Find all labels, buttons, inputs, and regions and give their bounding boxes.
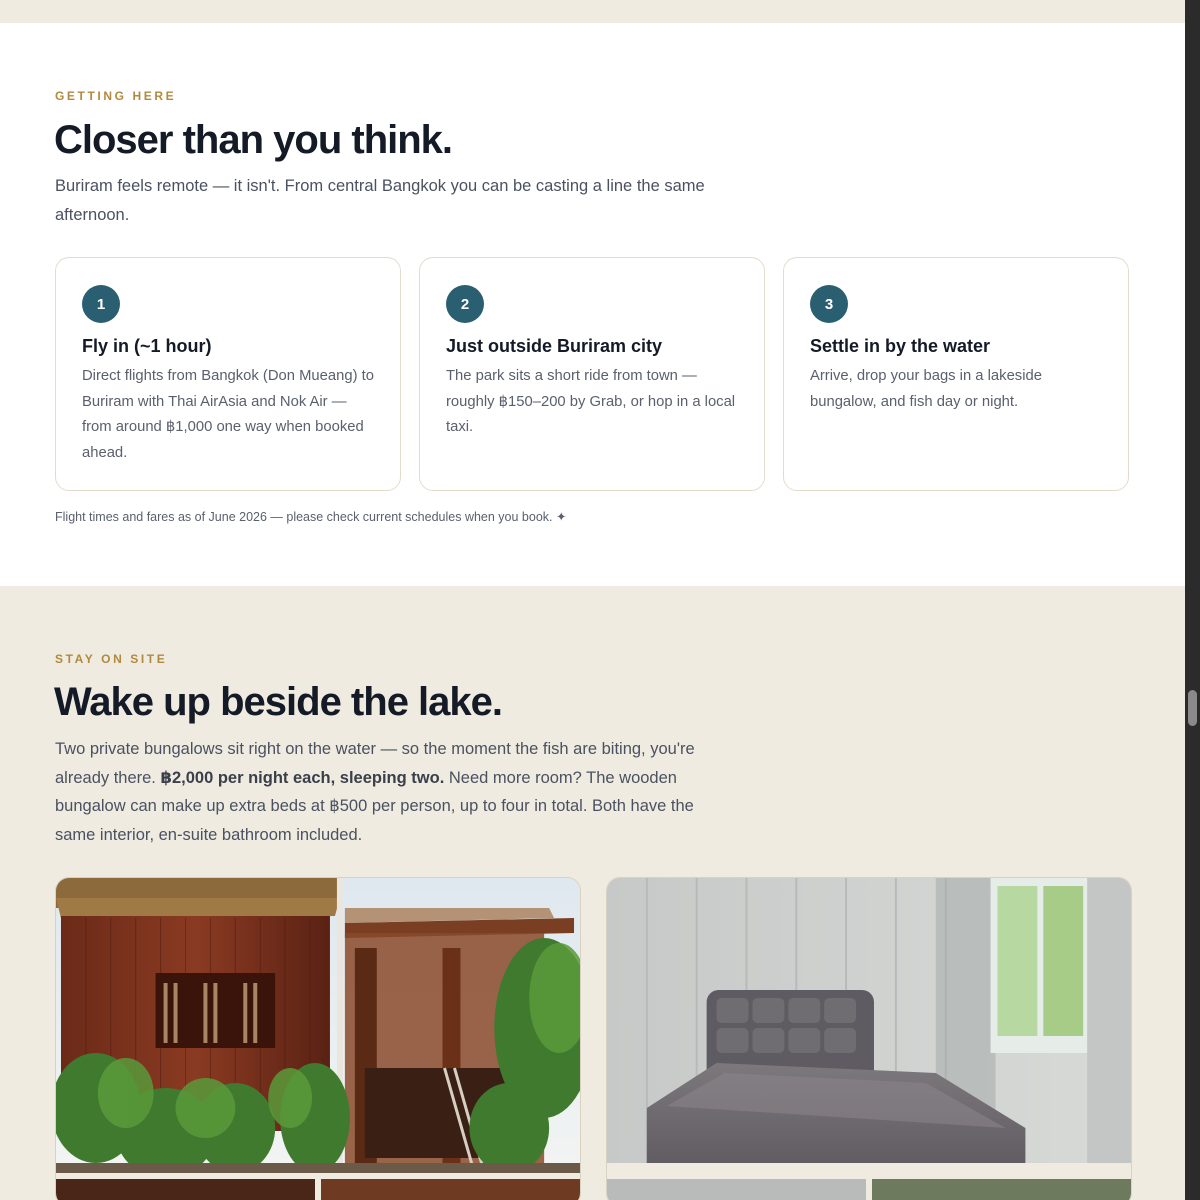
scrollbar[interactable] — [1185, 0, 1200, 1200]
step-card-ride — [419, 257, 765, 491]
step-text: Arrive, drop your bags in a lakeside bungalow, and fish day or night. — [810, 368, 1042, 410]
step-card-settle — [783, 257, 1129, 491]
getting-here-eyebrow: GETTING HERE — [55, 89, 177, 103]
thumbnail[interactable] — [321, 1179, 580, 1200]
getting-here-lede: Buriram feels remote — it isn't. From central Bangkok you can be casting a line the same afternoon. — [55, 177, 705, 224]
step-title: Fly in (~1 hour) — [82, 336, 212, 356]
interior-thumbnails — [607, 1179, 1131, 1200]
stay-lede-intro: Two private bungalows sit right on the water — so the moment the fish are biting, you're already there. — [55, 740, 695, 787]
thumbnail[interactable] — [607, 1179, 866, 1200]
step-title: Settle in by the water — [810, 336, 991, 356]
stay-headline: Wake up beside the lake. — [54, 680, 503, 724]
bungalow-interior-gallery[interactable] — [606, 877, 1132, 1200]
stay-lede-detail: Need more room? The wooden bungalow can make up extra beds at ฿500 per person, up to four in total. Both have the same interior, en-suite bathroom included. — [55, 768, 694, 844]
step-card-fly — [55, 257, 401, 491]
step-number-badge: 1 — [82, 285, 120, 323]
step-text: The park sits a short ride from town — roughly ฿150–200 by Grab, or hop in a local taxi. — [446, 368, 736, 435]
scrollbar-thumb[interactable] — [1188, 690, 1197, 726]
wooden-bungalow-photo[interactable] — [56, 878, 580, 1173]
step-title: Just outside Buriram city — [446, 336, 663, 356]
stay-eyebrow: STAY ON SITE — [55, 652, 168, 666]
getting-here-section — [0, 23, 1185, 586]
stay-lede — [55, 735, 715, 849]
getting-here-headline: Closer than you think. — [54, 118, 453, 162]
thumbnail[interactable] — [56, 1179, 315, 1200]
step-number-badge: 3 — [810, 285, 848, 323]
bungalow-gallery — [55, 877, 1132, 1200]
step-number-badge: 2 — [446, 285, 484, 323]
wooden-bungalow-thumbnails — [56, 1179, 580, 1200]
thumbnail[interactable] — [872, 1179, 1131, 1200]
wooden-bungalow-gallery[interactable] — [55, 877, 581, 1200]
steps-row — [55, 257, 1129, 491]
top-band — [0, 0, 1185, 23]
bungalow-bedroom-photo[interactable] — [607, 878, 1131, 1173]
fares-footnote: Flight times and fares as of June 2026 — please check current schedules when you book. ✦ — [55, 510, 567, 524]
step-text: Direct flights from Bangkok (Don Mueang) to Buriram with Thai AirAsia and Nok Air — from around ฿1,000 one way when booked ahead. — [82, 368, 374, 461]
stay-on-site-section — [0, 586, 1185, 1200]
stay-lede-price: ฿2,000 per night each, sleeping two. — [160, 768, 445, 787]
